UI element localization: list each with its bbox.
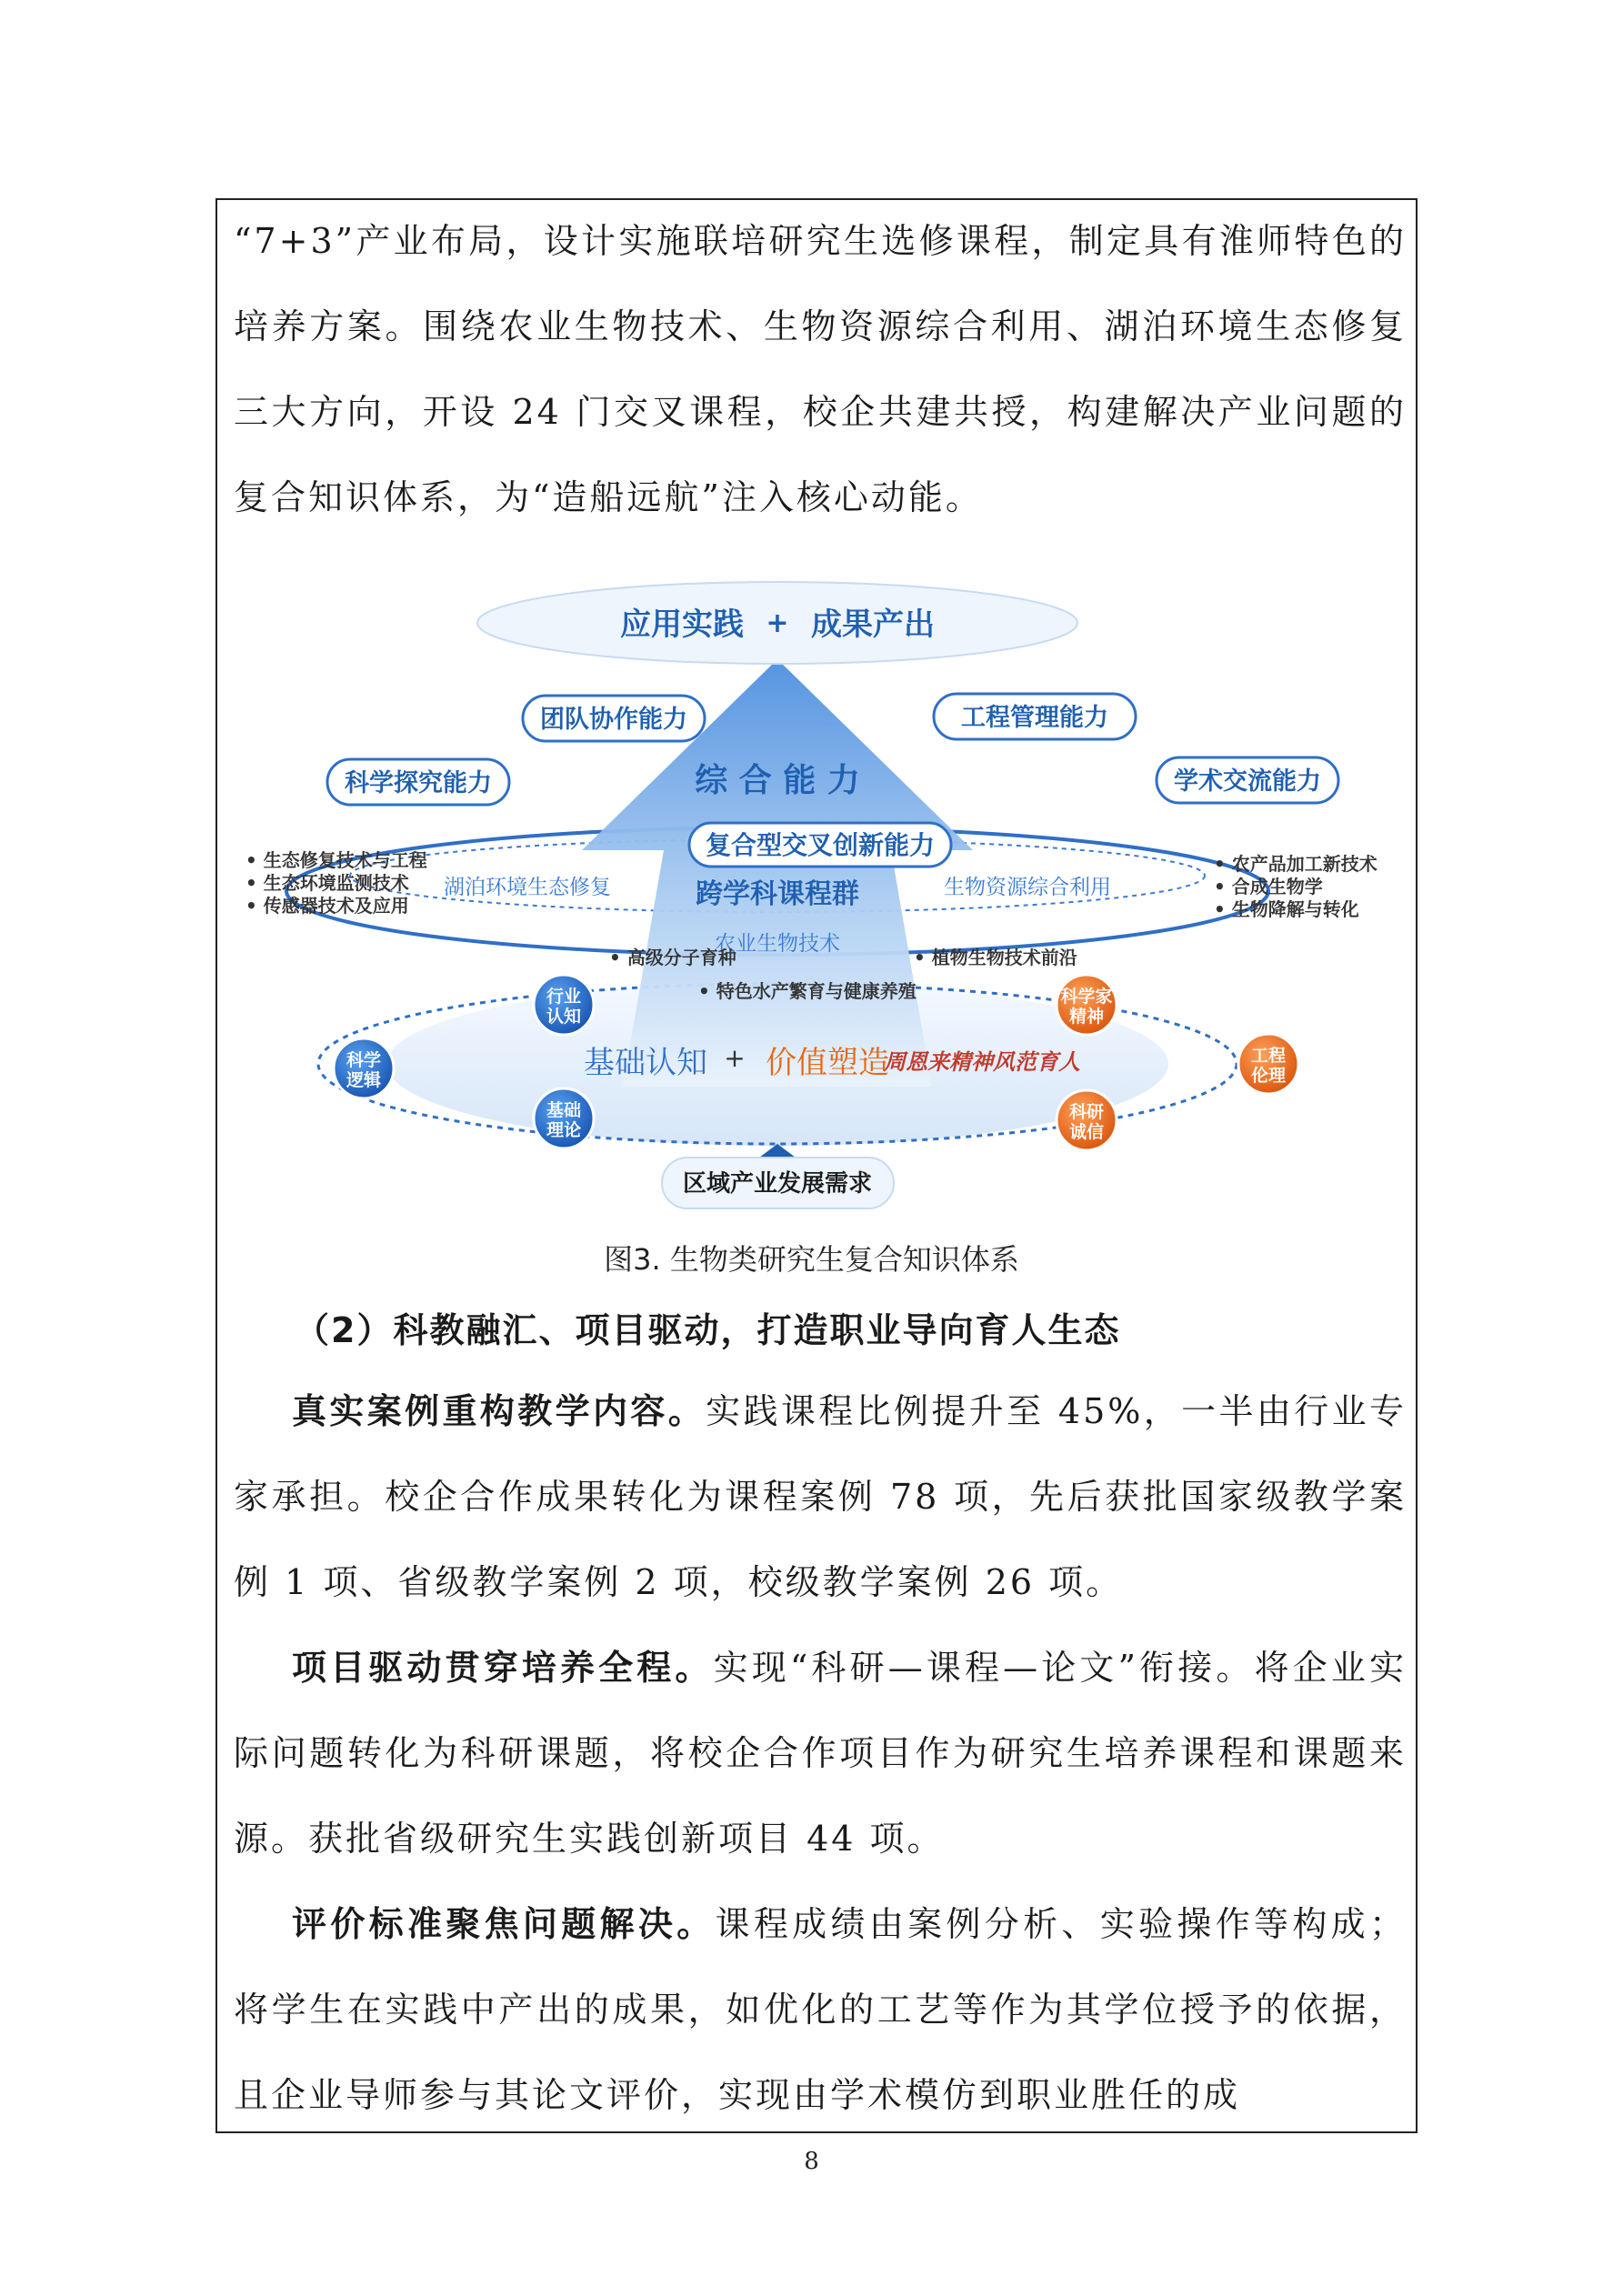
page-number: 8 (804, 2148, 819, 2175)
circle-label: 诚信 (1068, 1122, 1105, 1142)
knowledge-system-diagram (227, 577, 1378, 1228)
right-list-item: • 农产品加工新技术 (1214, 853, 1378, 875)
circle-label: 理论 (546, 1120, 582, 1140)
section-heading: （2）科教融汇、项目驱动，打造职业导向育人生态 (295, 1310, 1121, 1350)
paragraph-lead: 真实案例重构教学内容。 (292, 1391, 706, 1431)
composite-ability: 复合型交叉创新能力 (705, 830, 936, 860)
paragraph-lead: 评价标准聚焦问题解决。 (292, 1904, 716, 1944)
top-banner-right: 成果产出 (811, 607, 935, 643)
paragraph-body: 实践课程比例提升至 45%，一半由行业专家承担。校企合作成果转化为课程案例 78 项，先后获批国家级教学案例 1 项、省级教学案例 2 项，校级教学案例 26 项。 (234, 1391, 1407, 1602)
top-banner-plus: + (766, 607, 789, 639)
ability-academic: 学术交流能力 (1174, 767, 1321, 796)
right-list-item: • 合成生物学 (1214, 876, 1323, 897)
center-list-item: • 特色水产繁育与健康养殖 (698, 980, 917, 1002)
paragraph-body: 课程成绩由案例分析、实验操作等构成；将学生在实践中产出的成果，如优化的工艺等作为其学位授予的依据，且企业导师参与其论文评价，实现由学术模仿到职业胜任的成 (234, 1904, 1407, 2115)
foundation-plus: + (724, 1043, 746, 1073)
center-title: 综 合 能 力 (695, 762, 860, 799)
foundation-left: 基础认知 (584, 1045, 707, 1081)
course-group: 跨学科课程群 (696, 878, 859, 910)
calligraphy-motto: 周恩来精神风范育人 (884, 1049, 1080, 1075)
circle-label: 科研 (1068, 1102, 1105, 1122)
bottom-arrow-tip (759, 1144, 796, 1158)
foundation-right: 价值塑造 (766, 1045, 889, 1081)
circle-label: 行业 (546, 987, 582, 1007)
figure-caption: 图3. 生物类研究生复合知识体系 (604, 1242, 1019, 1277)
paragraph-projects (234, 1625, 1407, 1881)
circle-label: 工程 (1250, 1046, 1287, 1066)
bio-direction: 生物资源综合利用 (944, 876, 1111, 899)
agri-direction: 农业生物技术 (715, 932, 840, 956)
ability-engineering: 工程管理能力 (961, 704, 1108, 732)
circle-label: 认知 (546, 1007, 582, 1027)
bottom-banner-text: 区域产业发展需求 (682, 1170, 873, 1198)
circle-label: 科学家 (1060, 987, 1113, 1007)
left-list-item: • 生态修复技术与工程 (245, 849, 427, 871)
paragraph-lead: 项目驱动贯穿培养全程。 (292, 1648, 714, 1688)
circle-label: 精神 (1068, 1007, 1105, 1027)
top-banner-left: 应用实践 (620, 607, 744, 643)
paragraph-cases (234, 1369, 1407, 1625)
left-list-item: • 生态环境监测技术 (245, 872, 409, 894)
lake-direction: 湖泊环境生态修复 (444, 876, 611, 899)
left-list-item: • 传感器技术及应用 (245, 895, 409, 917)
circle-label: 伦理 (1250, 1066, 1287, 1086)
circle-label: 基础 (546, 1100, 582, 1120)
center-list-item: • 高级分子育种 (609, 947, 736, 968)
ability-science: 科学探究能力 (345, 769, 492, 797)
ability-team: 团队协作能力 (540, 706, 687, 734)
circle-label: 科学 (346, 1050, 382, 1070)
right-list-item: • 生物降解与转化 (1214, 898, 1359, 920)
paragraph-evaluation (234, 1881, 1407, 2138)
body-section (234, 1369, 1407, 2138)
paragraph-body: 实现“科研—课程—论文”衔接。将企业实际问题转化为科研课题，将校企合作项目作为研究生培养课程和课题来源。获批省级研究生实践创新项目 44 项。 (234, 1648, 1407, 1859)
intro-paragraph: “7+3”产业布局，设计实施联培研究生选修课程，制定具有淮师特色的培养方案。围绕农业生物技术、生物资源综合利用、湖泊环境生态修复三大方向，开设 24 门交叉课程，校企共建共授，构建解决产业问题的复合知识体系，为“造船远航”注入核心动能。 (234, 221, 1407, 517)
center-list-item: • 植物生物技术前沿 (914, 947, 1077, 968)
circle-label: 逻辑 (346, 1070, 382, 1090)
intro-section (234, 198, 1407, 540)
